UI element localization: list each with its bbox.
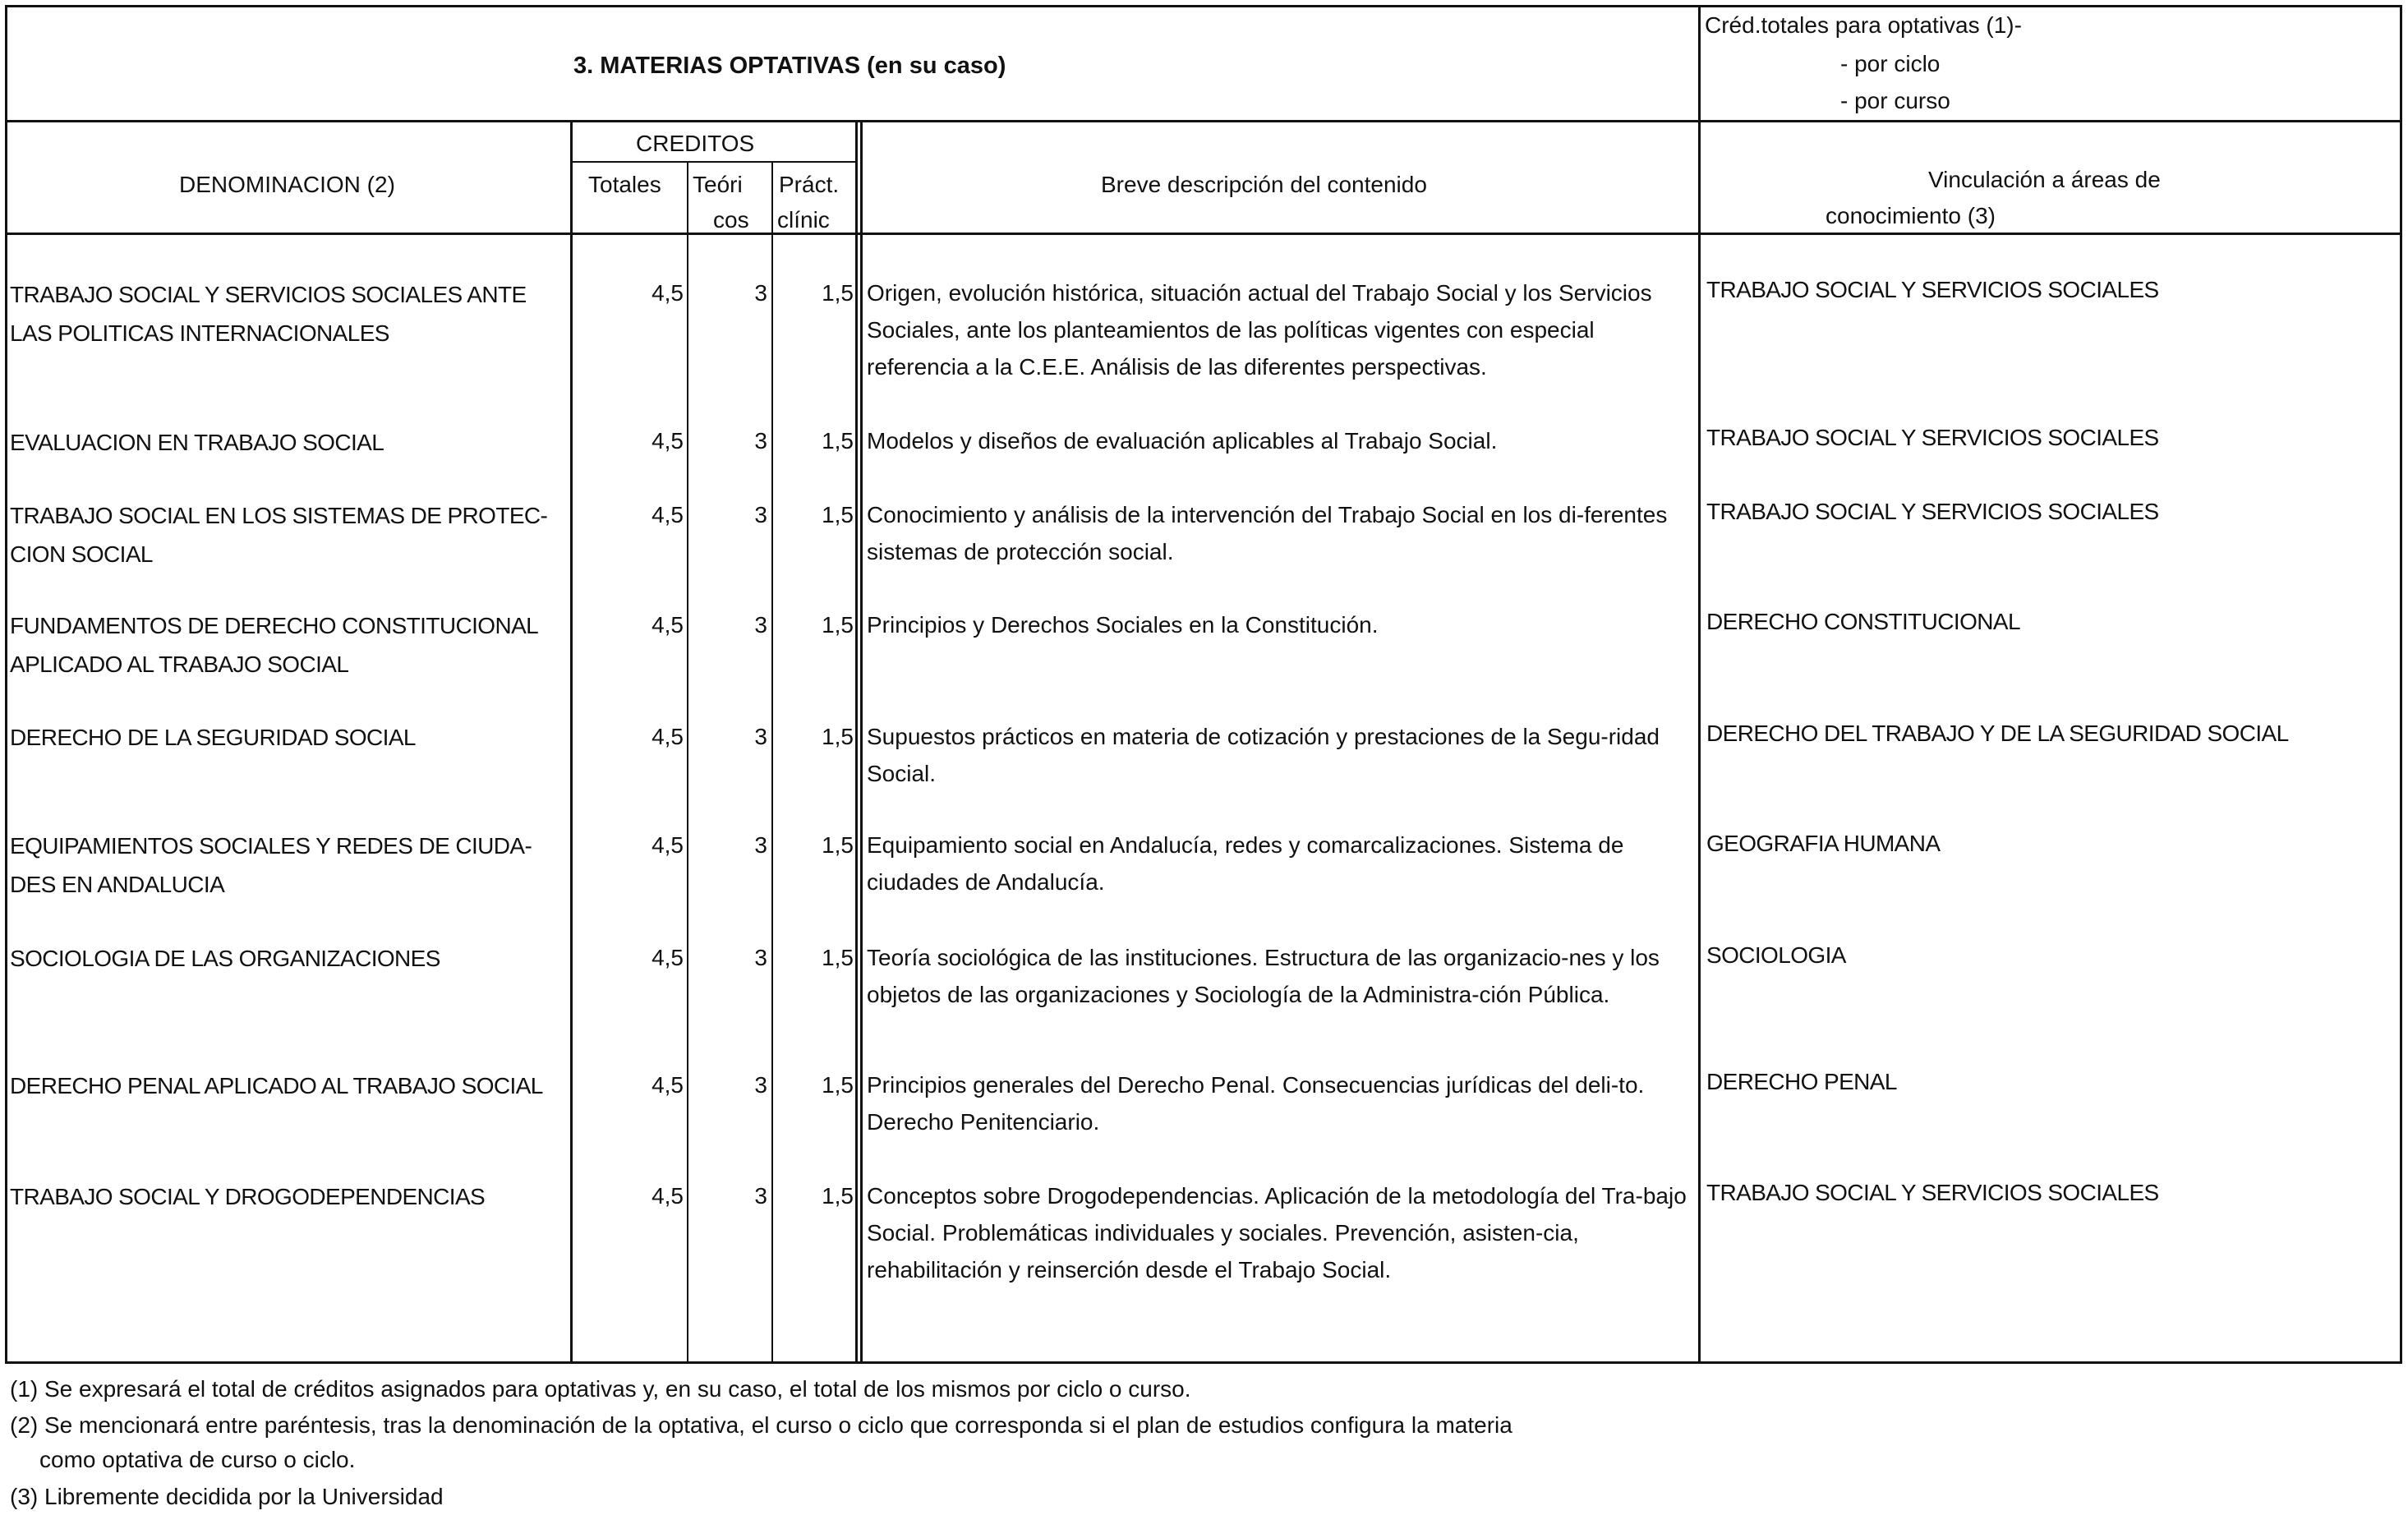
row-descripcion: Conceptos sobre Drogodependencias. Aplicación de la metodología del Tra-bajo Social. Problemáticas individuales y sociales. Prevención, asisten-cia, rehabilitación y reinserción desde el Trabajo Social.	[867, 1183, 1687, 1282]
row-denominacion: DERECHO DE LA SEGURIDAD SOCIAL	[10, 725, 416, 750]
row-practicos: 1,5	[822, 1072, 854, 1098]
row-totales: 4,5	[651, 1072, 684, 1098]
practicos-header-line2: clínic	[777, 207, 830, 233]
row-descripcion: Conocimiento y análisis de la intervención del Trabajo Social en los di-ferentes sistemas de protección social.	[867, 502, 1668, 564]
denominacion-header: DENOMINACION (2)	[179, 172, 395, 197]
row-descripcion: Origen, evolución histórica, situación actual del Trabajo Social y los Servicios Sociales, ante los planteamientos de las políticas vigentes con especial referencia a la C.E.E. Análisis de las diferentes perspectivas.	[867, 280, 1652, 380]
row-denominacion: FUNDAMENTOS DE DERECHO CONSTITUCIONAL APLICADO AL TRABAJO SOCIAL	[10, 613, 538, 677]
row-area: SOCIOLOGIA	[1706, 942, 1846, 968]
row-totales: 4,5	[651, 945, 684, 970]
area-column-border	[1698, 5, 1701, 1364]
vinculacion-header-line2: conocimiento (3)	[1826, 203, 1996, 228]
row-area: TRABAJO SOCIAL Y SERVICIOS SOCIALES	[1706, 1180, 2159, 1205]
row-practicos: 1,5	[822, 945, 854, 970]
table-frame	[5, 5, 2402, 1364]
descripcion-header: Breve descripción del contenido	[1101, 172, 1427, 197]
row-teoricos: 3	[754, 724, 767, 749]
vinculacion-header-line1: Vinculación a áreas de	[1928, 167, 2161, 192]
row-denominacion: EQUIPAMIENTOS SOCIALES Y REDES DE CIUDA-DES EN ANDALUCIA	[10, 833, 532, 897]
practicos-header-line1: Práct.	[779, 172, 840, 197]
creditos-totales-label: Créd.totales para optativas (1)-	[1705, 12, 2022, 38]
row-area: DERECHO DEL TRABAJO Y DE LA SEGURIDAD SOCIAL	[1706, 721, 2289, 746]
footnote-3: (3) Libremente decidida por la Universidad	[10, 1484, 444, 1509]
creditos-header: CREDITOS	[636, 131, 755, 156]
row-teoricos: 3	[754, 945, 767, 970]
row-totales: 4,5	[651, 724, 684, 749]
row-totales: 4,5	[651, 502, 684, 527]
por-curso-label: - por curso	[1840, 88, 1950, 113]
totales-header: Totales	[588, 172, 661, 197]
teoricos-header-line1: Teóri	[693, 172, 743, 197]
row-denominacion: DERECHO PENAL APLICADO AL TRABAJO SOCIAL	[10, 1073, 543, 1098]
row-denominacion: TRABAJO SOCIAL Y SERVICIOS SOCIALES ANTE LAS POLITICAS INTERNACIONALES	[10, 282, 527, 346]
row-denominacion: TRABAJO SOCIAL EN LOS SISTEMAS DE PROTEC-CION SOCIAL	[10, 503, 548, 567]
footnote-2-continued: como optativa de curso o ciclo.	[39, 1447, 356, 1472]
row-descripcion: Principios generales del Derecho Penal. Consecuencias jurídicas del deli-to. Derecho Penitenciario.	[867, 1072, 1645, 1135]
row-practicos: 1,5	[822, 724, 854, 749]
row-practicos: 1,5	[822, 502, 854, 527]
row-teoricos: 3	[754, 1183, 767, 1209]
row-totales: 4,5	[651, 280, 684, 306]
row-practicos: 1,5	[822, 1183, 854, 1209]
row-teoricos: 3	[754, 612, 767, 638]
row-totales: 4,5	[651, 612, 684, 638]
footnote-1: (1) Se expresará el total de créditos asignados para optativas y, en su caso, el total de los mismos por ciclo o curso.	[10, 1376, 1191, 1402]
row-descripcion: Principios y Derechos Sociales en la Constitución.	[867, 612, 1379, 638]
row-denominacion: SOCIOLOGIA DE LAS ORGANIZACIONES	[10, 946, 440, 971]
row-denominacion: TRABAJO SOCIAL Y DROGODEPENDENCIAS	[10, 1184, 486, 1209]
row-area: GEOGRAFIA HUMANA	[1706, 831, 1941, 856]
row-totales: 4,5	[651, 428, 684, 454]
row-practicos: 1,5	[822, 428, 854, 454]
row-totales: 4,5	[651, 1183, 684, 1209]
por-ciclo-label: - por ciclo	[1840, 51, 1941, 76]
row-area: TRABAJO SOCIAL Y SERVICIOS SOCIALES	[1706, 425, 2159, 450]
row-area: DERECHO PENAL	[1706, 1069, 1897, 1094]
descripcion-column-border-2	[860, 120, 863, 1364]
row-totales: 4,5	[651, 832, 684, 858]
row-denominacion: EVALUACION EN TRABAJO SOCIAL	[10, 430, 384, 455]
row-area: TRABAJO SOCIAL Y SERVICIOS SOCIALES	[1706, 277, 2159, 302]
teoricos-header-line2: cos	[713, 207, 749, 233]
row-area: TRABAJO SOCIAL Y SERVICIOS SOCIALES	[1706, 499, 2159, 524]
row-practicos: 1,5	[822, 612, 854, 638]
row-descripcion: Teoría sociológica de las instituciones. Estructura de las organizacio-nes y los objetos de las organizaciones y Sociología de la Administra-ción Pública.	[867, 945, 1660, 1007]
page-title: 3. MATERIAS OPTATIVAS (en su caso)	[573, 53, 1006, 79]
column-header-divider	[5, 233, 2402, 235]
row-teoricos: 3	[754, 1072, 767, 1098]
header-divider	[5, 120, 2402, 122]
footnote-2: (2) Se mencionará entre paréntesis, tras la denominación de la optativa, el curso o ciclo que corresponda si el plan de estudios configura la materia	[10, 1412, 1512, 1438]
row-teoricos: 3	[754, 502, 767, 527]
row-area: DERECHO CONSTITUCIONAL	[1706, 609, 2020, 634]
descripcion-column-border	[855, 120, 858, 1364]
row-practicos: 1,5	[822, 832, 854, 858]
row-teoricos: 3	[754, 428, 767, 454]
row-descripcion: Equipamiento social en Andalucía, redes y comarcalizaciones. Sistema de ciudades de Andalucía.	[867, 832, 1624, 895]
row-teoricos: 3	[754, 280, 767, 306]
row-teoricos: 3	[754, 832, 767, 858]
row-descripcion: Modelos y diseños de evaluación aplicables al Trabajo Social.	[867, 428, 1498, 454]
row-practicos: 1,5	[822, 280, 854, 306]
row-descripcion: Supuestos prácticos en materia de cotización y prestaciones de la Segu-ridad Social.	[867, 724, 1660, 786]
